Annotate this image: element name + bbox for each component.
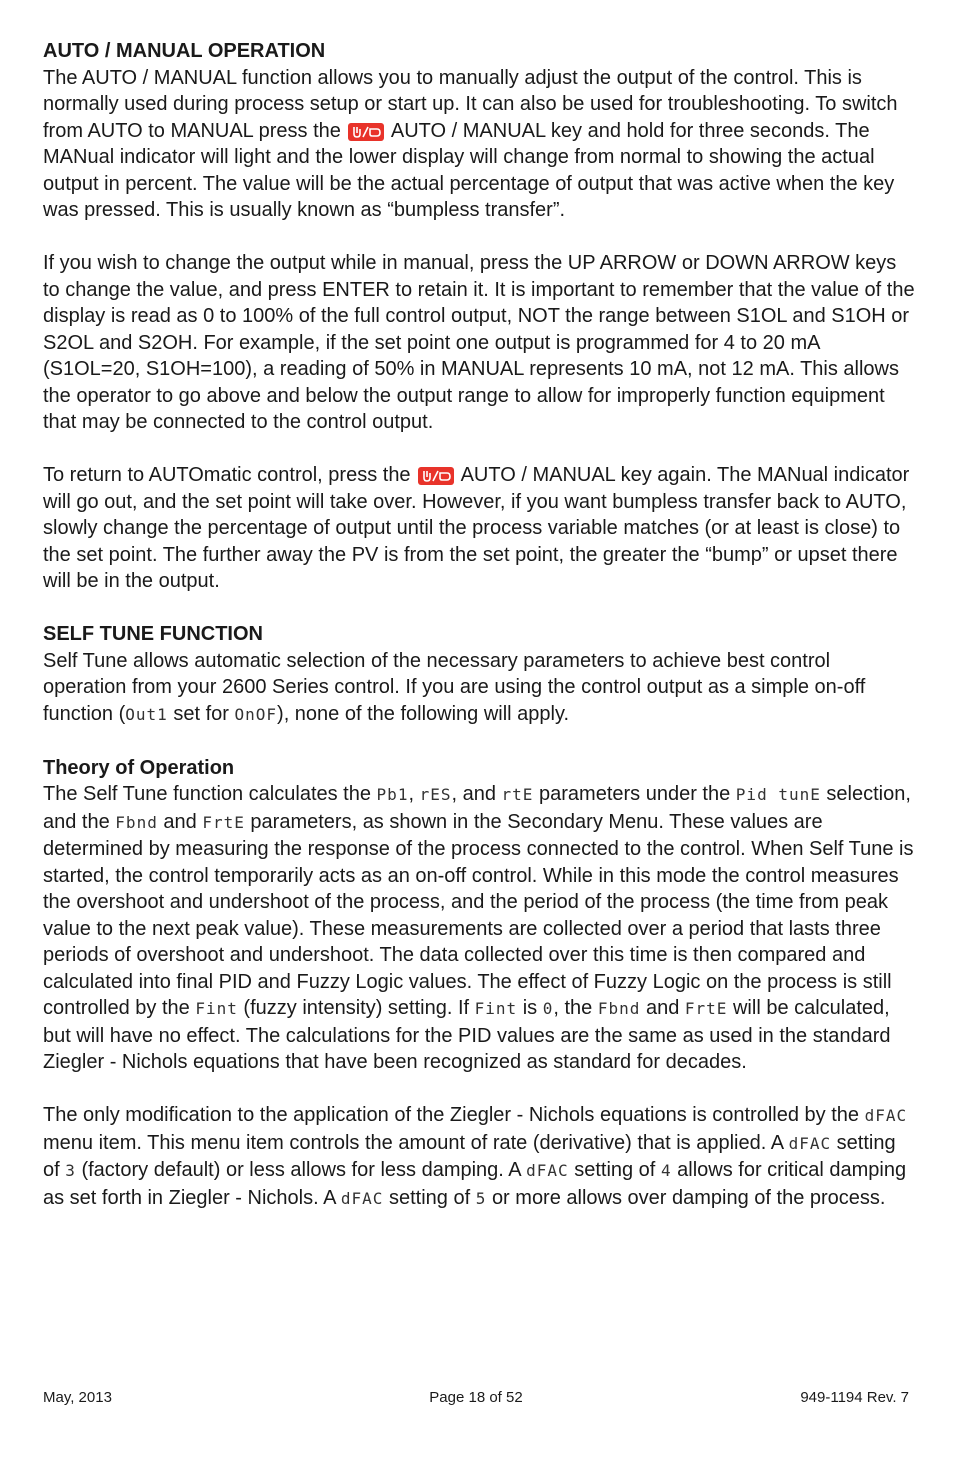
segment-code: Fint — [195, 999, 238, 1018]
text-span: AUTO / MANUAL key again. The MANual indicator will go out, and the set point will take over. However, if you want bumpless transfer back to AUTO, slowly change the percentage of output until the process variable matches (or at least is close) to the set point. The further away the PV is from the set point, the greater the “bump” or upset there will be in the output. — [43, 464, 910, 592]
segment-code: FrtE — [202, 812, 245, 832]
text-span: The Self Tune function calculates the — [43, 783, 371, 805]
page-content — [43, 38, 915, 1212]
segment-code: 0 — [542, 999, 554, 1018]
text-span: , — [408, 783, 415, 805]
footer-document-number: 949-1194 Rev. 7 — [800, 1389, 909, 1406]
segment-code: dFAC — [526, 1161, 569, 1180]
auto-manual-key-icon — [418, 467, 454, 485]
segment-code: rES — [419, 785, 452, 804]
text-span: and — [163, 810, 197, 833]
auto-manual-paragraph-2: If you wish to change the output while in manual, press the UP ARROW or DOWN ARROW keys to change the value, and press ENTER to retain it. It is important to remember that the value of the display is read as 0 to 100% of the full control output, NOT the range between S1OL and S1OH or S2OL and S2OH. For example, if the set point one output is programmed for 4 to 20 mA (S1OL=20, S1OH=100), a reading of 50% in MANUAL represents 10 mA, not 12 mA. This allows the operator to go above and below the output range to allow for improperly function equipment that may be connected to the control output. — [43, 252, 915, 433]
segment-code: Out1 — [125, 704, 168, 724]
text-span: and — [645, 997, 680, 1019]
text-span: is — [522, 997, 538, 1019]
auto-manual-heading: AUTO / MANUAL OPERATION — [43, 40, 326, 62]
text-span: , and — [451, 783, 496, 805]
text-span: AUTO / MANUAL key and hold for three seconds. The MANual indicator will light and the lower display will change from normal to showing the actual output in percent. The value will be the actual percentage of output that was active when the key was pressed. This is usually known as “bumpless transfer”. — [43, 119, 895, 221]
text-span: will be calculated, but will have no effect. The calculations for the PID values are the same as used in the standard Ziegler - Nichols equations that have been recognized as standard for decades. — [43, 997, 891, 1073]
segment-code: dFAC — [864, 1106, 908, 1125]
self-tune-paragraph — [43, 648, 915, 729]
theory-paragraph — [43, 781, 915, 1076]
text-span: selection, and the — [43, 783, 911, 833]
text-span: To return to AUTOmatic control, press the — [43, 464, 411, 486]
footer-date: May, 2013 — [43, 1389, 112, 1406]
text-span: , the — [553, 997, 593, 1019]
auto-manual-key-icon — [348, 123, 384, 141]
segment-code: FrtE — [684, 999, 728, 1018]
text-span: Self Tune allows automatic selection of the necessary parameters to achieve best control operation from your 2600 Series control. If you are using the control output as a simple on-off function ( — [43, 649, 866, 725]
text-span: (factory default) or less allows for less damping. A — [81, 1159, 521, 1181]
text-span: parameters under the — [539, 783, 731, 805]
self-tune-heading: SELF TUNE FUNCTION — [43, 623, 263, 645]
footer-page-number: Page 18 of 52 — [429, 1389, 523, 1406]
text-span: setting of — [389, 1186, 471, 1209]
segment-code: rtE — [501, 785, 534, 804]
segment-code: dFAC — [788, 1133, 832, 1153]
text-span: setting of — [574, 1159, 656, 1181]
segment-code: Pb1 — [376, 785, 409, 804]
text-span: ), none of the following will apply. — [277, 702, 570, 725]
segment-code: 5 — [475, 1188, 487, 1208]
segment-code: Fint — [474, 999, 518, 1018]
auto-manual-paragraph-3 — [43, 462, 915, 595]
segment-code: OnOF — [234, 704, 278, 724]
text-span: set for — [173, 702, 229, 725]
text-span: allows for critical damping as set forth in Ziegler - Nichols. A — [43, 1159, 907, 1209]
text-span: or more allows over damping of the process. — [491, 1186, 886, 1209]
text-span: parameters, as shown in the Secondary Menu. These values are determined by measuring the response of the process connected to the control. When Self Tune is started, the control temporarily acts as an on-off control. While in this mode the control measures the overshoot and undershoot of the process, and the period of the process (the time from peak value to the next peak value). These measurements are collected over a period that lasts three periods of overshoot and undershoot. The data collected over this time is then compared and calculated into final PID and Fuzzy Logic values. The effect of Fuzzy Logic on the process is still controlled by the — [43, 810, 914, 1019]
segment-code: dFAC — [340, 1188, 384, 1208]
segment-code: 3 — [65, 1161, 76, 1180]
text-span: setting of — [43, 1131, 896, 1181]
theory-heading: Theory of Operation — [43, 756, 235, 779]
ziegler-paragraph — [43, 1102, 915, 1212]
segment-code: Pid tunE — [735, 785, 821, 804]
segment-code: Fbnd — [597, 999, 641, 1018]
text-span: The only modification to the application of the Ziegler - Nichols equations is controlled by the — [43, 1104, 860, 1126]
text-span: (fuzzy intensity) setting. If — [243, 997, 470, 1019]
text-span: menu item. This menu item controls the amount of rate (derivative) that is applied. A — [43, 1131, 783, 1154]
segment-code: Fbnd — [115, 812, 158, 832]
auto-manual-paragraph-1 — [43, 65, 915, 224]
segment-code: 4 — [660, 1161, 672, 1180]
text-span: The AUTO / MANUAL function allows you to manually adjust the output of the control. This is normally used during process setup or start up. It can also be used for troubleshooting. To switch from AUTO to MANUAL press the — [43, 66, 898, 142]
